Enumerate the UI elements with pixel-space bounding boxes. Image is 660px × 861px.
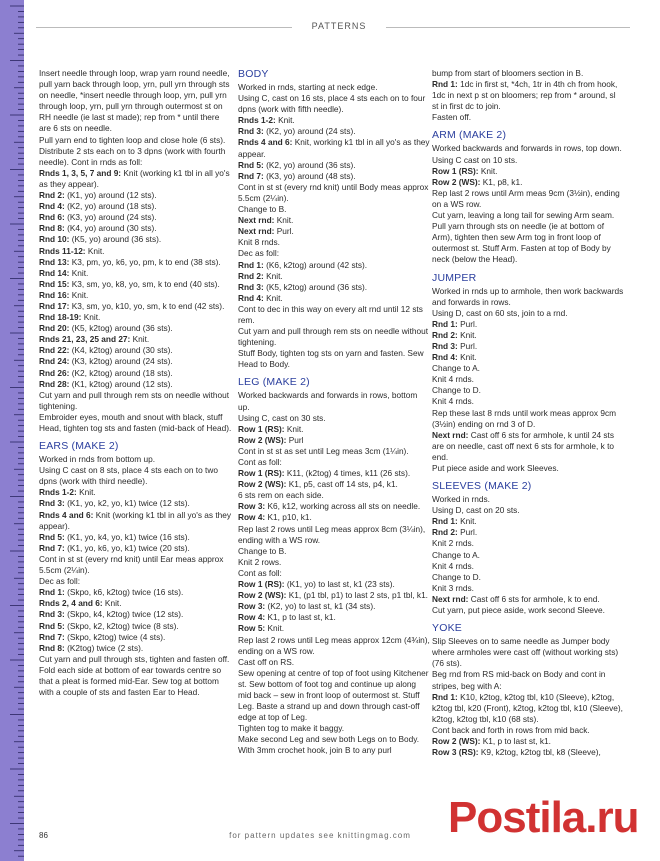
row-label: Row 3: — [238, 601, 266, 612]
pattern-row — [39, 379, 233, 390]
pattern-row — [39, 301, 233, 312]
pattern-row — [39, 334, 233, 345]
pattern-row — [39, 223, 233, 234]
pattern-row — [238, 512, 430, 523]
row-label: Next rnd: — [432, 593, 469, 604]
paragraph: Rep these last 8 rnds until work meas approx 9cm (3½in) ending on rnd 3 of D. — [432, 407, 616, 429]
pattern-row — [238, 293, 430, 304]
row-instruction: (K1, k2tog) around (12 sts). — [69, 378, 173, 389]
section-heading: EARS (MAKE 2) — [39, 440, 119, 453]
paragraph: Sew opening at centre of top of foot using Kitchener st. Sew bottom of foot tog and continue up along mid back – sew in front loop of outermost st. Stuff Leg. Baste a strand up and down through cast-off edge at top of Leg. — [238, 667, 429, 723]
paragraph: Cut yarn and pull through sts, tighten and fasten off. — [39, 653, 230, 664]
paragraph: Using C, cast on 16 sts, place 4 sts each on to four dpns (work with fifth needle). — [238, 93, 426, 115]
pattern-row — [432, 594, 624, 605]
row-label: Rnd 20: — [39, 323, 70, 334]
row-label: Rnd 28: — [39, 378, 70, 389]
row-instruction: Purl — [286, 434, 304, 445]
pattern-row — [238, 579, 430, 590]
pattern-row — [39, 290, 233, 301]
paragraph: Dec as foll: — [39, 576, 81, 587]
pattern-row — [238, 501, 430, 512]
row-instruction: (Skpo, k2, k2tog) twice (8 sts). — [64, 620, 179, 631]
row-label: Row 3: — [238, 501, 266, 512]
paragraph: Using C, cast on 30 sts. — [238, 412, 326, 423]
pattern-row — [238, 115, 430, 126]
row-instruction: Knit. — [130, 334, 150, 345]
row-instruction: Knit. — [275, 115, 295, 126]
row-instruction: Knit. — [263, 292, 283, 303]
row-instruction: Knit. — [81, 312, 101, 323]
row-label: Rnd 3: — [432, 340, 458, 351]
pattern-row — [39, 609, 233, 620]
pattern-row — [39, 323, 233, 334]
paragraph: Pull yarn end to tighten loop and close hole (6 sts). — [39, 134, 226, 145]
paragraph: Cut yarn and pull through rem sts on needle without tightening. — [238, 326, 429, 348]
pattern-row — [39, 510, 233, 532]
pattern-row — [39, 621, 233, 632]
row-instruction: (K1, yo, k4, yo, k1) twice (16 sts). — [64, 531, 190, 542]
pattern-row — [39, 168, 233, 190]
row-label: Rnd 3: — [39, 498, 65, 509]
pattern-row — [39, 246, 233, 257]
pattern-row — [238, 435, 430, 446]
row-label: Rnd 2: — [432, 329, 458, 340]
row-label: Rnd 7: — [238, 170, 264, 181]
paragraph: Rep last 2 rows until Leg meas approx 12cm (4¾in), ending on a WS row. — [238, 634, 430, 656]
row-label: Rnds 1-2: — [238, 115, 276, 126]
pattern-row — [238, 468, 430, 479]
row-label: Row 1 (RS): — [238, 468, 285, 479]
paragraph: Knit 8 rnds. — [238, 237, 280, 248]
section-heading: BODY — [238, 68, 269, 80]
pattern-row — [39, 598, 233, 609]
paragraph: Dec as foll: — [238, 248, 280, 259]
pattern-row — [39, 498, 233, 509]
row-label: Row 2 (WS): — [238, 479, 287, 490]
paragraph: Put piece aside and work Sleeves. — [432, 463, 559, 473]
paragraph: Cut yarn, put piece aside, work second Sleeve. — [432, 605, 605, 616]
pattern-row — [238, 612, 430, 623]
row-label: Rnd 7: — [39, 631, 65, 642]
row-label: Rnd 17: — [39, 300, 70, 311]
column-3 — [432, 68, 624, 758]
pattern-row — [432, 692, 624, 725]
paragraph: Change to A. — [432, 363, 480, 374]
row-instruction: Knit. — [69, 267, 89, 278]
pattern-row — [39, 632, 233, 643]
row-instruction: (K1, yo, k2, yo, k1) twice (12 sts). — [64, 498, 190, 509]
row-label: Rnd 10: — [39, 234, 70, 245]
pattern-row — [238, 260, 430, 271]
paragraph: Change to D. — [432, 571, 481, 582]
paragraph: Knit 2 rnds. — [432, 538, 474, 549]
paragraph: Cont in st st (every rnd knit) until Ear meas approx 5.5cm (2¼in). — [39, 553, 224, 576]
section-title: PATTERNS — [294, 21, 384, 31]
ruler-strip — [0, 0, 24, 861]
row-instruction: Knit. — [284, 423, 304, 434]
row-label: Rnds 11-12: — [39, 245, 86, 256]
row-label: Rnd 1: — [432, 318, 458, 329]
paragraph: Knit 2 rows. — [238, 556, 282, 567]
row-instruction: (K2, k2tog) around (18 sts). — [69, 367, 173, 378]
row-label: Rnd 5: — [39, 531, 65, 542]
row-instruction: Knit. — [263, 270, 283, 281]
row-label: Rnd 5: — [238, 159, 264, 170]
pattern-row — [432, 430, 624, 463]
pattern-row — [432, 341, 624, 352]
row-instruction: (K3, k2tog) around (24 sts). — [69, 356, 173, 367]
paragraph: Change to A. — [432, 549, 480, 560]
row-instruction: Purl. — [457, 318, 478, 329]
row-label: Rnd 2: — [39, 190, 65, 201]
row-instruction: (Skpo, k4, k2tog) twice (12 sts). — [64, 609, 184, 620]
row-label: Row 2 (WS): — [238, 590, 287, 601]
paragraph: Make second Leg and sew both Legs on to Body. — [238, 734, 420, 745]
paragraph: Cont back and forth in rows from mid back. — [432, 724, 590, 735]
pattern-row — [39, 268, 233, 279]
paragraph: Rep last 2 rows until Arm meas 9cm (3½in), ending on a WS row. — [432, 187, 620, 209]
row-label: Rnd 2: — [238, 270, 264, 281]
paragraph: Using C cast on 8 sts, place 4 sts each on to two dpns (work with third needle). — [39, 465, 218, 487]
row-label: Rnd 3: — [238, 281, 264, 292]
pattern-row — [39, 532, 233, 543]
row-instruction: Cast off 6 sts for armhole, k to end. — [468, 593, 600, 604]
row-instruction: Knit. — [274, 215, 294, 226]
row-label: Rnd 5: — [39, 620, 65, 631]
pattern-row — [39, 643, 233, 654]
row-instruction: K6, k12, working across all sts on needle. — [265, 501, 421, 512]
paragraph: Beg rnd from RS mid-back on Body and cont in stripes, beg with A: — [432, 669, 606, 691]
paragraph: Worked backwards and forwards in rows, bottom up. — [238, 390, 418, 412]
row-label: Row 4: — [238, 512, 266, 523]
row-instruction: (K2, yo) around (24 sts). — [263, 126, 356, 137]
section-heading: JUMPER — [432, 271, 477, 284]
row-instruction: Knit. — [457, 352, 477, 363]
paragraph: Cont in st st as set until Leg meas 3cm (1¼in). — [238, 445, 409, 456]
paragraph: Embroider eyes, mouth and snout with black, stuff Head, tighten tog sts and fasten (mid-back of Head). — [39, 411, 232, 433]
section-heading: SLEEVES (MAKE 2) — [432, 480, 532, 493]
row-label: Rnd 4: — [39, 201, 65, 212]
row-instruction: Knit. — [478, 165, 498, 176]
paragraph: Fasten off. — [432, 112, 472, 123]
row-label: Rnd 1: — [238, 259, 264, 270]
row-label: Rnd 15: — [39, 278, 70, 289]
paragraph: Change to B. — [238, 204, 287, 215]
pattern-row — [238, 215, 430, 226]
pattern-row — [432, 747, 624, 758]
row-label: Rnd 22: — [39, 345, 70, 356]
column-2 — [238, 68, 430, 757]
row-label: Rnd 8: — [39, 642, 65, 653]
section-heading: YOKE — [432, 622, 462, 635]
pattern-row — [39, 279, 233, 290]
pattern-row — [238, 226, 430, 237]
pattern-row — [39, 257, 233, 268]
row-instruction: Knit. — [69, 289, 89, 300]
pattern-row — [39, 345, 233, 356]
row-instruction: K3, sm, yo, k10, yo, sm, k to end (42 sts). — [69, 300, 225, 311]
row-instruction: (K6, k2tog) around (42 sts). — [263, 259, 368, 270]
pattern-row — [39, 487, 233, 498]
pattern-row — [39, 190, 233, 201]
row-instruction: Purl. — [457, 340, 478, 351]
paragraph: Worked in rnds, starting at neck edge. — [238, 82, 378, 92]
row-label: Next rnd: — [238, 215, 275, 226]
pattern-row — [39, 201, 233, 212]
row-label: Rnd 4: — [432, 352, 458, 363]
pattern-row — [39, 543, 233, 554]
paragraph: Knit 4 rnds. — [432, 560, 474, 571]
paragraph: Distribute 2 sts each on to 3 dpns (work with fourth needle). Cont in rnds as foll: — [39, 145, 226, 167]
row-label: Rnds 4 and 6: — [238, 137, 293, 148]
paragraph: Slip Sleeves on to same needle as Jumper body where armholes were cast off (without working sts) (76 sts). — [432, 636, 619, 669]
row-label: Row 2 (WS): — [238, 434, 287, 445]
row-instruction: K1, (p1 tbl, p1) to last 2 sts, p1 tbl, k1. — [286, 590, 428, 601]
row-label: Rnd 3: — [238, 126, 264, 137]
pattern-row — [432, 516, 624, 527]
pattern-row — [432, 177, 624, 188]
row-label: Row 4: — [238, 612, 266, 623]
row-instruction: Cast off 6 sts for armhole, k until 24 sts are on needle, cast off next 6 sts for armhole, k to end. — [432, 429, 615, 462]
row-instruction: K1, p5, cast off 14 sts, p4, k1. — [286, 479, 398, 490]
row-instruction: Purl. — [274, 226, 294, 237]
row-instruction: (K5, k2tog) around (36 sts). — [263, 281, 368, 292]
row-instruction: K10, k2tog, k2tog tbl, k10 (Sleeve), k2tog, k2tog tbl, k20 (Front), k2tog, k2tog tbl, k10 (Sleeve), k2tog, k2tog tbl, k10 (68 sts). — [432, 691, 623, 724]
ruler-ticks — [0, 0, 24, 861]
row-instruction: (K2, yo) to last st, k1 (34 sts). — [265, 601, 376, 612]
pattern-row — [432, 527, 624, 538]
paragraph: Change to B. — [238, 545, 287, 556]
row-instruction: (K2tog) twice (2 sts). — [64, 642, 144, 653]
paragraph: bump from start of bloomers section in B. — [432, 68, 584, 78]
row-instruction: (K2, yo) around (18 sts). — [64, 201, 157, 212]
row-label: Rnd 8: — [39, 223, 65, 234]
row-instruction: (K4, yo) around (30 sts). — [64, 223, 157, 234]
pattern-row — [238, 271, 430, 282]
pattern-row — [432, 352, 624, 363]
pattern-row — [238, 171, 430, 182]
row-instruction: K1, p to last st, k1. — [480, 735, 551, 746]
watermark-logo: Postila.ru — [448, 793, 639, 842]
row-label: Row 1 (RS): — [238, 579, 285, 590]
row-instruction: K9, k2tog, k2tog tbl, k8 (Sleeve), — [478, 747, 601, 758]
row-label: Rnd 18-19: — [39, 312, 82, 323]
paragraph: Knit 4 rnds. — [432, 374, 474, 385]
paragraph: Knit 4 rnds. — [432, 396, 474, 407]
section-heading: ARM (MAKE 2) — [432, 129, 507, 142]
row-label: Rnds 21, 23, 25 and 27: — [39, 334, 131, 345]
row-label: Rnds 4 and 6: — [39, 509, 94, 520]
pattern-row — [238, 137, 430, 159]
row-instruction: K11, (k2tog) 4 times, k11 (26 sts). — [284, 468, 411, 479]
pattern-row — [238, 160, 430, 171]
row-instruction: (K5, yo) around (36 sts). — [69, 234, 162, 245]
paragraph: Worked in rnds up to armhole, then work backwards and forwards in rows. — [432, 285, 624, 307]
paragraph: Insert needle through loop, wrap yarn round needle, pull yarn back through loop, yrn, pull yrn through sts on needle, *insert needle through loop, yrn, pull yrn through loop, yrn, pull yrn through outermost st on RH needle (ie last st made); rep from * until there are 6 sts on needle. — [39, 68, 230, 134]
row-instruction: 1dc in first st, *4ch, 1tr in 4th ch from hook, 1dc in next p st on bloomers; rep from * around, sl st in first dc to join. — [432, 79, 618, 112]
header-rule-right — [386, 27, 630, 28]
paragraph: Using D, cast on 20 sts. — [432, 505, 520, 516]
row-instruction: (Skpo, k2tog) twice (4 sts). — [64, 631, 166, 642]
row-instruction: Knit. — [265, 623, 285, 634]
paragraph: Worked in rnds from bottom up. — [39, 454, 156, 465]
paragraph: Using C cast on 10 sts. — [432, 154, 518, 165]
paragraph: Cut yarn and pull through rem sts on needle without tightening. — [39, 389, 230, 411]
row-label: Rnds 2, 4 and 6: — [39, 598, 103, 609]
pattern-row — [238, 623, 430, 634]
row-label: Rnd 14: — [39, 267, 70, 278]
paragraph: Cont to dec in this way on every alt rnd until 12 sts rem. — [238, 303, 423, 325]
row-label: Row 1 (RS): — [238, 423, 285, 434]
row-instruction: Knit. — [85, 245, 105, 256]
pattern-row — [39, 212, 233, 223]
pattern-row — [39, 312, 233, 323]
paragraph: Rep last 2 rows until Leg meas approx 8cm (3¼in), ending with a WS row. — [238, 523, 426, 545]
row-instruction: Knit. — [76, 487, 96, 498]
pattern-row — [39, 587, 233, 598]
paragraph: Cont as foll: — [238, 567, 282, 578]
pattern-row — [39, 234, 233, 245]
pattern-row — [238, 282, 430, 293]
row-instruction: K1, p10, k1. — [265, 512, 312, 523]
row-instruction: Knit. — [457, 329, 477, 340]
row-label: Rnds 1-2: — [39, 487, 77, 498]
row-label: Rnd 26: — [39, 367, 70, 378]
row-instruction: K3, pm, yo, k6, yo, pm, k to end (38 sts). — [69, 256, 221, 267]
pattern-row — [39, 368, 233, 379]
pattern-row — [432, 330, 624, 341]
row-label: Rnd 13: — [39, 256, 70, 267]
paragraph: Cut yarn, leaving a long tail for sewing Arm seam. Pull yarn through sts on needle (ie at bottom of Arm), tighten then sew Arm tog in front loop of outermost st. Stuff Arm. Fasten at top of Body by neck (below the Head). — [432, 210, 615, 265]
paragraph: 6 sts rem on each side. — [238, 490, 324, 501]
row-instruction: Knit (working k1 tbl in all yo's as they appear). — [39, 509, 232, 531]
row-instruction: (K1, yo) around (12 sts). — [64, 190, 157, 201]
row-label: Row 3 (RS): — [432, 747, 479, 758]
row-label: Rnd 7: — [39, 542, 65, 553]
pattern-row — [238, 590, 430, 601]
row-instruction: K1, p to last st, k1. — [265, 612, 336, 623]
row-instruction: Purl. — [457, 527, 478, 538]
section-heading: LEG (MAKE 2) — [238, 376, 310, 389]
row-label: Rnd 1: — [432, 79, 458, 90]
row-label: Row 2 (WS): — [432, 735, 481, 746]
column-1 — [39, 68, 233, 698]
row-label: Rnd 1: — [432, 516, 458, 527]
row-instruction: (K1, yo, k6, yo, k1) twice (20 sts). — [64, 542, 190, 553]
header-rule-left — [36, 27, 292, 28]
row-instruction: (Skpo, k6, k2tog) twice (16 sts). — [64, 587, 184, 598]
paragraph: Change to D. — [432, 385, 481, 396]
row-label: Row 5: — [238, 623, 266, 634]
pattern-row — [432, 736, 624, 747]
pattern-row — [432, 319, 624, 330]
row-instruction: Knit (working k1 tbl in all yo's as they appear). — [39, 167, 230, 189]
row-instruction: K3, sm, yo, k8, yo, sm, k to end (40 sts). — [69, 278, 220, 289]
paragraph: Worked in rnds. — [432, 494, 490, 505]
paragraph: Cont in st st (every rnd knit) until Body meas approx 5.5cm (2¼in). — [238, 181, 429, 203]
pattern-row — [39, 356, 233, 367]
pattern-row — [432, 166, 624, 177]
pattern-row — [238, 601, 430, 612]
paragraph: Knit 3 rnds. — [432, 582, 474, 593]
paragraph: Using D, cast on 60 sts, join to a rnd. — [432, 307, 568, 318]
row-label: Row 2 (WS): — [432, 176, 481, 187]
row-label: Rnd 16: — [39, 289, 70, 300]
page-number: 86 — [39, 831, 48, 840]
paragraph: Cast off on RS. — [238, 656, 295, 667]
row-label: Rnd 24: — [39, 356, 70, 367]
row-label: Next rnd: — [238, 226, 275, 237]
pattern-row — [238, 479, 430, 490]
pattern-row — [238, 424, 430, 435]
row-label: Rnd 1: — [39, 587, 65, 598]
row-label: Row 1 (RS): — [432, 165, 479, 176]
pattern-row — [432, 79, 624, 112]
footer-text: for pattern updates see knittingmag.com — [229, 831, 411, 840]
row-instruction: (K2, yo) around (36 sts). — [263, 159, 356, 170]
paragraph: Cont as foll: — [238, 457, 282, 467]
paragraph: Worked backwards and forwards in rows, top down. — [432, 143, 622, 154]
row-label: Rnd 6: — [39, 212, 65, 223]
row-instruction: (K3, yo) around (48 sts). — [263, 170, 356, 181]
row-label: Rnd 2: — [432, 527, 458, 538]
pattern-row — [238, 126, 430, 137]
row-instruction: K1, p8, k1. — [480, 176, 523, 187]
row-instruction: (K3, yo) around (24 sts). — [64, 212, 157, 223]
row-label: Rnds 1, 3, 5, 7 and 9: — [39, 167, 122, 178]
row-instruction: (K4, k2tog) around (30 sts). — [69, 345, 173, 356]
row-label: Rnd 1: — [432, 691, 458, 702]
row-label: Rnd 3: — [39, 609, 65, 620]
row-instruction: (K1, yo) to last st, k1 (23 sts). — [284, 579, 395, 590]
paragraph: Stuff Body, tighten tog sts on yarn and fasten. Sew Head to Body. — [238, 348, 424, 370]
row-instruction: Knit. — [102, 598, 122, 609]
paragraph: With 3mm crochet hook, join B to any purl — [238, 745, 392, 756]
paragraph: Tighten tog to make it baggy. — [238, 723, 345, 734]
row-instruction: (K5, k2tog) around (36 sts). — [69, 323, 173, 334]
row-instruction: Knit, working k1 tbl in all yo's as they appear. — [238, 137, 430, 159]
row-instruction: Knit. — [457, 516, 477, 527]
paragraph: Fold each side at bottom of ear towards centre so that a pleat is formed mid-Ear. Sew tog at bottom with a couple of sts and fasten Ear to Head. — [39, 664, 222, 698]
row-label: Rnd 4: — [238, 292, 264, 303]
row-label: Next rnd: — [432, 429, 469, 440]
